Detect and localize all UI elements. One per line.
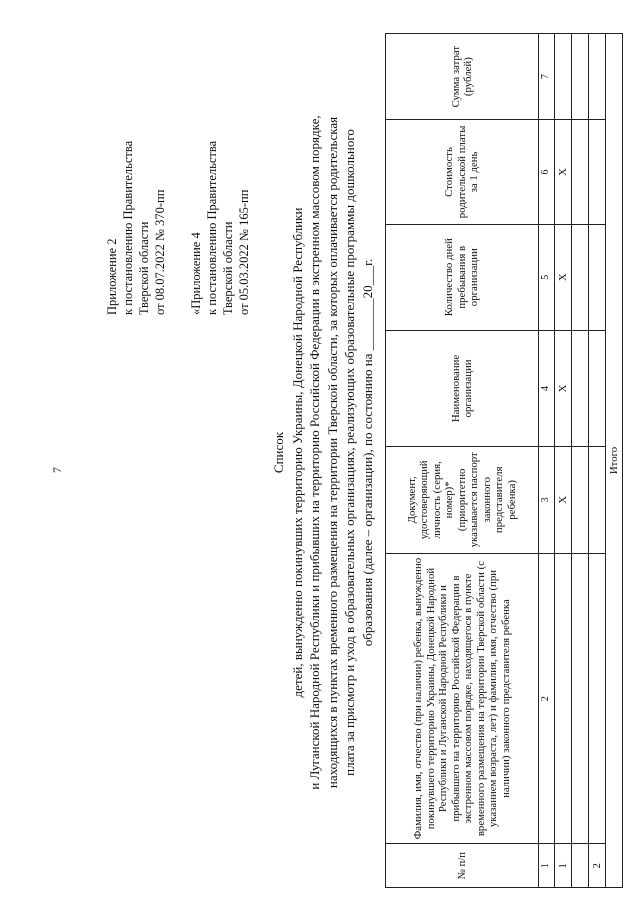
table-row bbox=[589, 34, 606, 888]
table-cell bbox=[572, 34, 589, 120]
header-cell: Фамилия, имя, отчество (при наличии) ребенка, вынужденно покинувшего территорию Украины, Донецкой Народной Республики и Луганской Народной Республики и прибывшего на территорию Российской Федерации в экстренном массовом порядке, находящегося в пункте временного размещения на территории Тверской области (с указанием возраста, лет) и фамилия, имя, отчество (при наличии) законного представителя ребенка bbox=[386, 553, 539, 844]
header-cell: Стоимость родительской платы за 1 день bbox=[386, 120, 539, 224]
header-cell: Наименование организации bbox=[386, 330, 539, 446]
table-cell bbox=[555, 553, 572, 844]
table-cell bbox=[572, 553, 589, 844]
title-line: детей, вынужденно покинувших территорию Украины, Донецкой Народной Республики bbox=[289, 207, 305, 698]
appendix-header-original bbox=[188, 141, 252, 315]
table-cell bbox=[572, 224, 589, 330]
table-cell bbox=[589, 224, 606, 330]
appendix-line: к постановлению Правительства bbox=[205, 140, 219, 315]
document-title bbox=[270, 0, 376, 905]
column-number: 5 bbox=[539, 224, 555, 330]
appendix-header-current bbox=[104, 141, 168, 315]
table-cell bbox=[555, 34, 572, 120]
column-number: 4 bbox=[539, 330, 555, 446]
column-number: 2 bbox=[539, 553, 555, 844]
table-cell: 1 bbox=[555, 844, 572, 888]
table-cell bbox=[589, 330, 606, 446]
title-line: образования (далее – организации), по состоянию на ________20___г. bbox=[359, 258, 375, 647]
table-cell: X bbox=[555, 224, 572, 330]
column-number-row bbox=[539, 34, 555, 888]
header-cell: Количество дней пребывания в организации bbox=[386, 224, 539, 330]
title-heading: Список bbox=[271, 431, 286, 474]
column-number: 3 bbox=[539, 447, 555, 554]
appendix-line: «Приложение 4 bbox=[189, 232, 203, 315]
table-cell bbox=[572, 120, 589, 224]
table-cell bbox=[589, 553, 606, 844]
title-line: и Луганской Народной Республики и прибывших на территорию Российской Федерации в экстренном массовом порядке, bbox=[307, 115, 322, 790]
appendix-line: от 08.07.2022 № 370-пп bbox=[153, 189, 167, 315]
table-cell: X bbox=[555, 120, 572, 224]
table-cell: X bbox=[555, 447, 572, 554]
table-cell bbox=[589, 447, 606, 554]
table-row bbox=[555, 34, 572, 888]
table-cell: X bbox=[555, 330, 572, 446]
table-cell bbox=[589, 120, 606, 224]
table-cell bbox=[572, 844, 589, 888]
total-label: Итого bbox=[606, 34, 623, 888]
table-cell bbox=[572, 447, 589, 554]
column-number: 1 bbox=[539, 844, 555, 888]
appendix-line: к постановлению Правительства bbox=[121, 140, 135, 315]
appendix-line: Тверской области bbox=[137, 221, 151, 315]
total-row bbox=[606, 34, 623, 888]
children-list-table bbox=[385, 33, 623, 888]
header-cell: Сумма затрат (рублей) bbox=[386, 34, 539, 120]
table-cell bbox=[589, 34, 606, 120]
header-cell: Документ, удостоверяющий личность (серия, номер)* (приоритетно указывается паспорт законного представителя ребенка) bbox=[386, 447, 539, 554]
header-cell: № п/п bbox=[386, 844, 539, 888]
title-line: находящихся в пунктах временного размещения на территории Тверской области, за которых оплачивается родительская bbox=[324, 116, 340, 789]
column-number: 6 bbox=[539, 120, 555, 224]
title-line: плата за присмотр и уход в образовательных организациях, реализующих образовательные программы дошкольного bbox=[342, 129, 357, 776]
table-cell bbox=[572, 330, 589, 446]
table-header-row bbox=[386, 34, 539, 888]
appendix-line: от 05.03.2022 № 165-пп bbox=[237, 189, 251, 315]
table-row bbox=[572, 34, 589, 888]
column-number: 7 bbox=[539, 34, 555, 120]
table-cell: 2 bbox=[589, 844, 606, 888]
page-number: 7 bbox=[50, 467, 64, 473]
appendix-line: Тверской области bbox=[221, 221, 235, 315]
appendix-line: Приложение 2 bbox=[105, 238, 119, 315]
